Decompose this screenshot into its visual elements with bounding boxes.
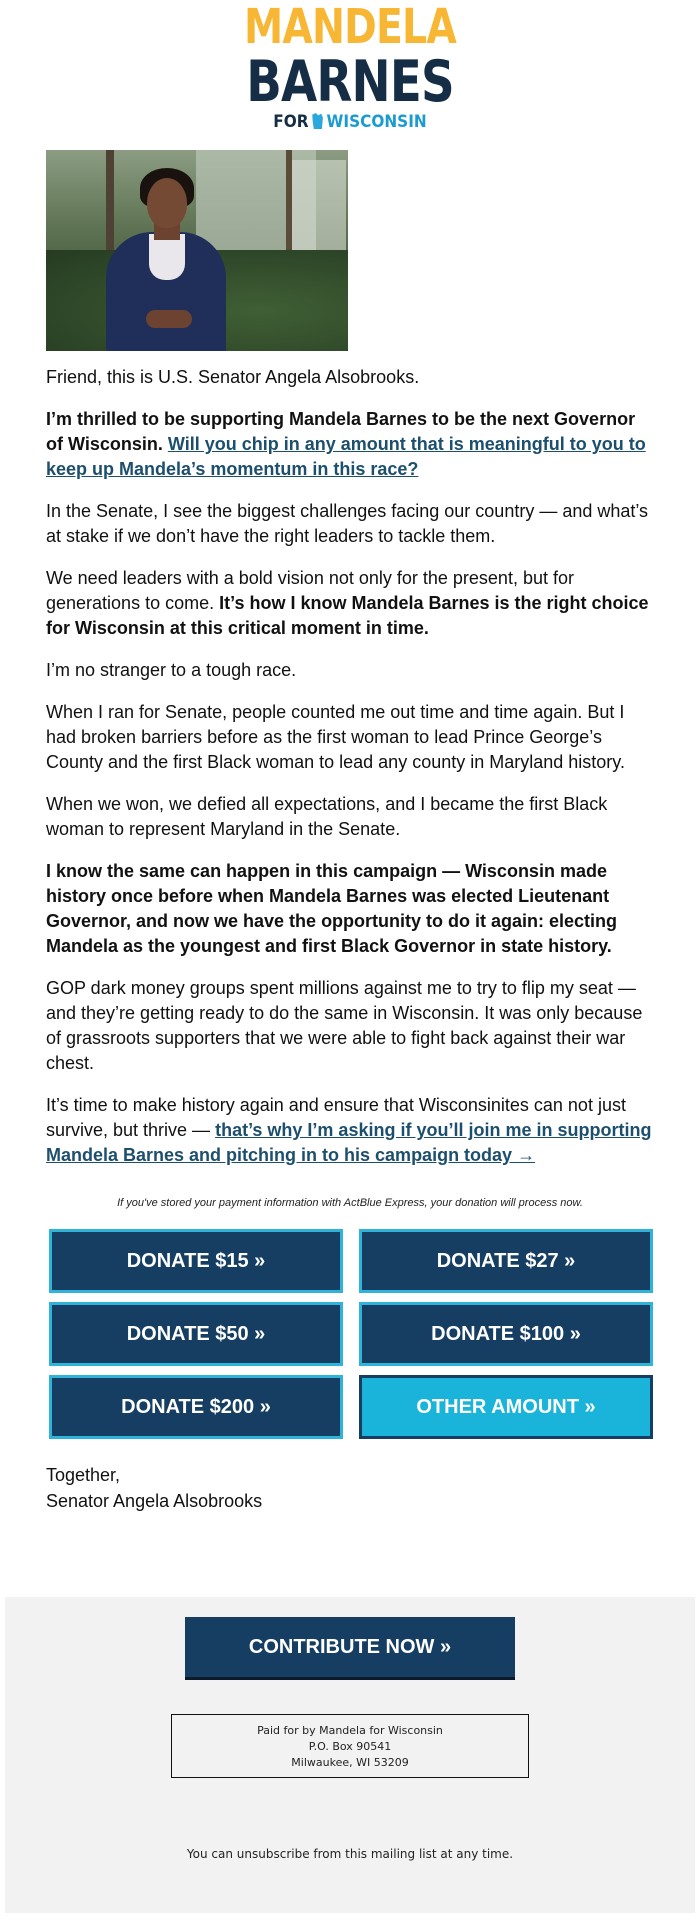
make-history-plain: It’s time to make history again and ensure that Wisconsinites can not just survive, but thrive — <box>46 1095 626 1140</box>
logo-name-first: MANDELA <box>244 0 456 55</box>
leaders-bold: It’s how I know Mandela Barnes is the right choice for Wisconsin at this critical moment in time. <box>46 593 649 638</box>
paragraph-gop: GOP dark money groups spent millions against me to try to flip my seat — and they’re getting ready to do the same in Wisconsin. It was only because of grassroots supporters that we were able to fight back against their war chest. <box>46 978 643 1073</box>
senator-portrait-photo <box>46 150 348 351</box>
logo-tagline <box>35 112 665 132</box>
paragraph-make-history <box>46 1093 654 1168</box>
unsubscribe-text: You can unsubscribe from this mailing list at any time. <box>186 1847 514 1861</box>
leaders-plain: We need leaders with a bold vision not only for the present, but for generations to come. <box>46 568 574 613</box>
paid-for-disclaimer <box>171 1714 529 1778</box>
donate-15-button[interactable]: DONATE $15 » <box>49 1229 343 1293</box>
paragraph-when-we-won: When we won, we defied all expectations, and I became the first Black woman to represent Maryland in the Senate. <box>46 794 608 839</box>
po-box-line: P.O. Box 90541 <box>308 1740 392 1753</box>
signoff-name: Senator Angela Alsobrooks <box>46 1491 263 1511</box>
campaign-logo <box>0 0 700 136</box>
logo-name-last: BARNES <box>246 49 454 115</box>
signoff-together: Together, <box>46 1465 121 1485</box>
greeting: Friend, this is U.S. Senator Angela Alsobrooks. <box>46 367 420 387</box>
donate-100-button[interactable]: DONATE $100 » <box>359 1302 653 1366</box>
donate-50-button[interactable]: DONATE $50 » <box>49 1302 343 1366</box>
email-footer <box>5 1597 695 1913</box>
join-me-link[interactable]: that’s why I’m asking if you’ll join me in supporting Mandela Barnes and pitching in to his campaign today → <box>46 1120 652 1165</box>
city-line: Milwaukee, WI 53209 <box>291 1756 409 1769</box>
logo-for-text: FOR <box>273 112 309 132</box>
email-body <box>46 365 654 1185</box>
paragraph-senate: In the Senate, I see the biggest challenges facing our country — and what’s at stake if we don’t have the right leaders to tackle them. <box>46 501 649 546</box>
contribute-now-button[interactable]: CONTRIBUTE NOW » <box>185 1617 515 1680</box>
intro-bold: I’m thrilled to be supporting Mandela Barnes to be the next Governor of Wisconsin. <box>46 409 636 454</box>
paragraph-tough-race: I’m no stranger to a tough race. <box>46 660 297 680</box>
paid-for-line: Paid for by Mandela for Wisconsin <box>257 1724 443 1737</box>
signoff <box>46 1462 262 1514</box>
donate-other-amount-button[interactable]: OTHER AMOUNT » <box>359 1375 653 1439</box>
chip-in-link[interactable]: Will you chip in any amount that is meaningful to you to keep up Mandela’s momentum in this race? <box>46 434 646 479</box>
actblue-express-note: If you've stored your payment information with ActBlue Express, your donation will process now. <box>117 1197 583 1209</box>
donate-200-button[interactable]: DONATE $200 » <box>49 1375 343 1439</box>
paragraph-history: I know the same can happen in this campaign — Wisconsin made history once before when Mandela Barnes was elected Lieutenant Governor, and now we have the opportunity to do it again: electing Mandela as the youngest and first Black Governor in state history. <box>46 861 618 956</box>
paragraph-leaders <box>46 566 654 641</box>
wisconsin-state-icon <box>312 113 323 129</box>
donate-27-button[interactable]: DONATE $27 » <box>359 1229 653 1293</box>
logo-state-text: WISCONSIN <box>326 112 427 132</box>
paragraph-intro <box>46 407 654 482</box>
paragraph-ran-for-senate: When I ran for Senate, people counted me out time and time again. But I had broken barriers before as the first woman to lead Prince George’s County and the first Black woman to lead any county in Maryland history. <box>46 702 625 772</box>
